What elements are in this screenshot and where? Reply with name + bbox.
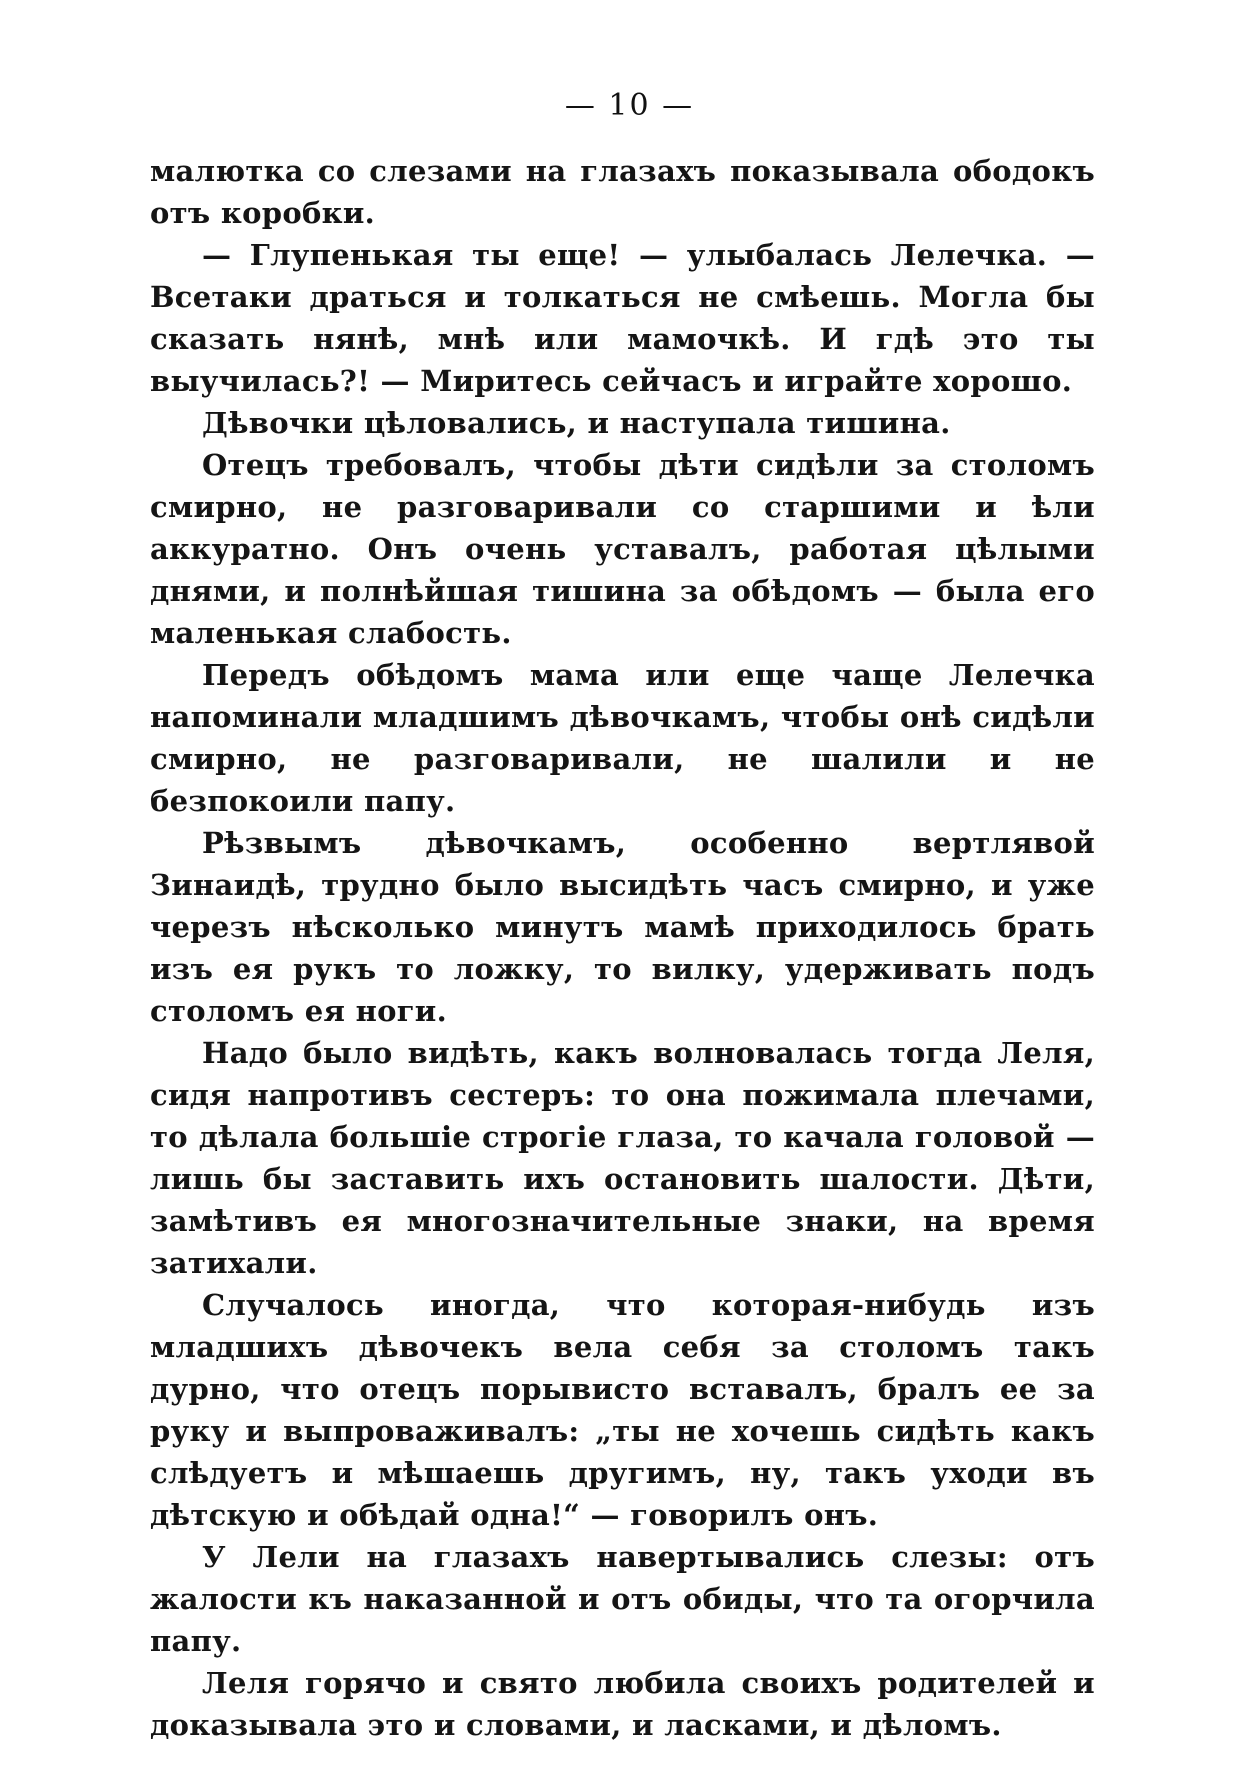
- paragraph: Дѣвочки цѣловались, и наступала тишина.: [202, 406, 951, 440]
- paragraph: Передъ обѣдомъ мама или еще чаще Лелечка напоминали младшимъ дѣвочкамъ, чтобы онѣ сидѣли смирно, не разговаривали, не шалили и не безпокоили папу.: [150, 658, 1095, 818]
- paragraph: Случалось иногда, что которая-нибудь изъ младшихъ дѣвочекъ вела себя за столомъ такъ дурно, что отецъ порывисто вставалъ, бралъ ее за руку и выпроваживалъ: „ты не хочешь сидѣть какъ слѣдуетъ и мѣшаешь другимъ, ну, такъ уходи въ дѣтскую и обѣдай одна!“ — говорилъ онъ.: [150, 1288, 1095, 1532]
- paragraph: У Лели на глазахъ навертывались слезы: отъ жалости къ наказанной и отъ обиды, что та огорчила папу.: [150, 1540, 1095, 1658]
- page-number: — 10 —: [564, 88, 695, 123]
- paragraph: Отецъ требовалъ, чтобы дѣти сидѣли за столомъ смирно, не разговаривали со старшими и ѣли аккуратно. Онъ очень уставалъ, работая цѣлыми днями, и полнѣйшая тишина за обѣдомъ — была его маленькая слабость.: [150, 448, 1095, 650]
- paragraph: Леля горячо и свято любила своихъ родителей и доказывала это и словами, и ласками, и дѣломъ.: [150, 1666, 1095, 1742]
- paragraph: — Глупенькая ты еще! — улыбалась Лелечка. — Всетаки драться и толкаться не смѣешь. Могла бы сказать нянѣ, мнѣ или мамочкѣ. И гдѣ это ты выучилась?! — Миритесь сейчасъ и играйте хорошо.: [150, 238, 1095, 398]
- paragraph-continuation: малютка со слезами на глазахъ показывала ободокъ отъ коробки.: [150, 154, 1095, 230]
- paragraph: Рѣзвымъ дѣвочкамъ, особенно вертлявой Зинаидѣ, трудно было высидѣть часъ смирно, и уже черезъ нѣсколько минутъ мамѣ приходилось брать изъ ея рукъ то ложку, то вилку, удерживать подъ столомъ ея ноги.: [150, 826, 1095, 1028]
- paragraph: Надо было видѣть, какъ волновалась тогда Леля, сидя напротивъ сестеръ: то она пожимала плечами, то дѣлала большіе строгіе глаза, то качала головой — лишь бы заставить ихъ остановить шалости. Дѣти, замѣтивъ ея многозначительные знаки, на время затихали.: [150, 1036, 1095, 1280]
- page-body: [150, 150, 1095, 1746]
